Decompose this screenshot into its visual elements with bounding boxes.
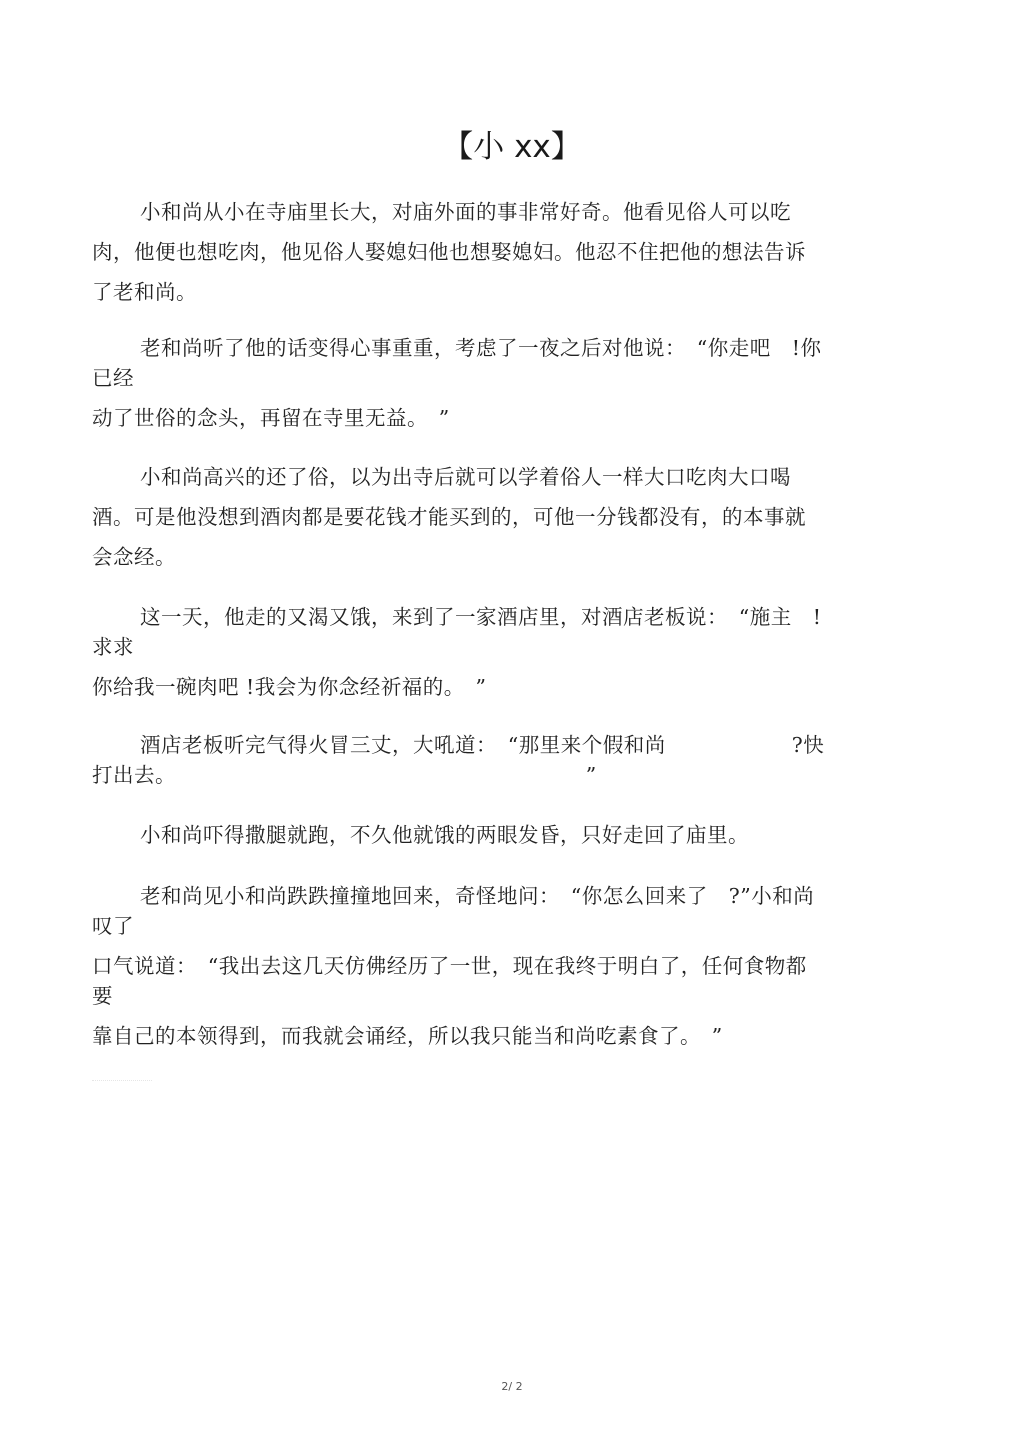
paragraph-4: [92, 597, 912, 707]
paragraph-line: 叹了: [92, 914, 134, 938]
paragraph-line: 要: [92, 984, 113, 1008]
paragraph-3: [92, 457, 912, 577]
paragraph-line: 酒店老板听完气得火冒三丈，大吼道： “那里来个假和尚 ?快: [140, 733, 825, 757]
paragraph-line: 酒。可是他没想到酒肉都是要花钱才能买到的，可他一分钱都没有，的本事就: [92, 505, 806, 529]
paragraph-1: [92, 192, 912, 312]
paragraph-line: 小和尚高兴的还了俗，以为出寺后就可以学着俗人一样大口吃肉大口喝: [140, 465, 791, 489]
paragraph-line: 小和尚吓得撒腿就跑，不久他就饿的两眼发昏，只好走回了庙里。: [140, 823, 749, 847]
document-title: 【小 xx】: [442, 129, 582, 165]
paragraph-line: 你给我一碗肉吧 !我会为你念经祈福的。 ”: [92, 675, 487, 699]
paragraph-5: [92, 725, 912, 795]
paragraph-line: 口气说道： “我出去这几天仿佛经历了一世，现在我终于明白了，任何食物都: [92, 954, 807, 978]
paragraph-line: 了老和尚。: [92, 280, 197, 304]
paragraph-line: 打出去。 ”: [92, 763, 597, 787]
page-number: 2/ 2: [501, 1380, 523, 1393]
paragraph-line: 肉，他便也想吃肉，他见俗人娶媳妇他也想娶媳妇。他忍不住把他的想法告诉: [92, 240, 806, 264]
paragraph-line: 这一天，他走的又渴又饿，来到了一家酒店里，对酒店老板说： “施主 !: [140, 605, 822, 629]
paragraph-line: 靠自己的本领得到，而我就会诵经，所以我只能当和尚吃素食了。 ”: [92, 1024, 723, 1048]
paragraph-line: 小和尚从小在寺庙里长大，对庙外面的事非常好奇。他看见俗人可以吃: [140, 200, 791, 224]
faint-divider: [92, 1080, 152, 1083]
paragraph-line: 求求: [92, 635, 134, 659]
paragraph-6: [92, 815, 912, 855]
paragraph-line: 已经: [92, 366, 134, 390]
paragraph-line: 老和尚见小和尚跌跌撞撞地回来，奇怪地问： “你怎么回来了 ?”小和尚: [140, 884, 815, 908]
paragraph-7: [92, 876, 912, 1056]
paragraph-2: [92, 328, 912, 438]
paragraph-line: 会念经。: [92, 545, 176, 569]
paragraph-line: 老和尚听了他的话变得心事重重，考虑了一夜之后对他说： “你走吧 !你: [140, 336, 822, 360]
paragraph-line: 动了世俗的念头，再留在寺里无益。 ”: [92, 406, 450, 430]
